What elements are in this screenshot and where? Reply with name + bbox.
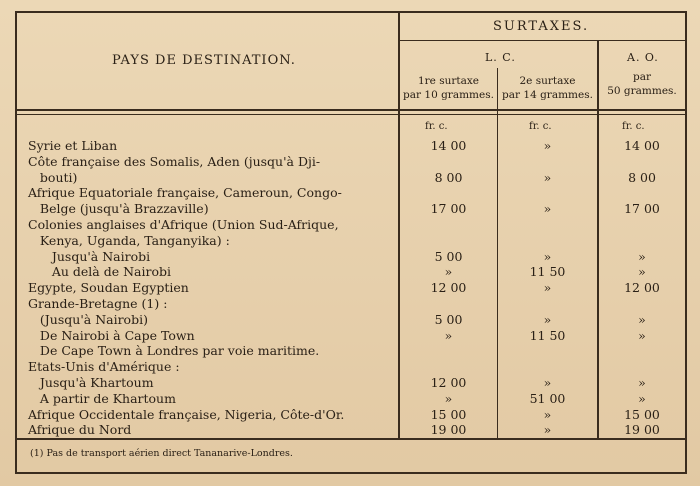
row-label: Jusqu'à Nairobi bbox=[28, 249, 151, 264]
row-value-c2: » bbox=[543, 249, 552, 264]
row-value-c2: 51 00 bbox=[529, 391, 566, 406]
row-label: Egypte, Soudan Egyptien bbox=[28, 280, 189, 295]
header-col2-line1: 2e surtaxe bbox=[519, 75, 576, 87]
row-value-c1: 19 00 bbox=[430, 422, 467, 437]
row-label: Afrique Equatoriale française, Cameroun, Congo- bbox=[28, 185, 342, 200]
row-label: Côte française des Somalis, Aden (jusqu'à Dji- bbox=[28, 154, 321, 169]
header-col1 bbox=[401, 74, 496, 102]
row-label: De Cape Town à Londres par voie maritime. bbox=[28, 343, 320, 358]
header-lc: L. C. bbox=[485, 51, 516, 64]
row-value-c3: 14 00 bbox=[624, 138, 660, 153]
row-value-c3: » bbox=[638, 375, 646, 390]
header-col1-line2: par 10 grammes. bbox=[403, 89, 494, 101]
rule-surtaxes bbox=[400, 40, 685, 41]
row-value-c2: » bbox=[543, 312, 552, 327]
row-value-c3: 17 00 bbox=[624, 201, 660, 216]
row-value-c1: » bbox=[444, 391, 453, 406]
row-label: bouti) bbox=[28, 170, 78, 185]
row-value-c2: » bbox=[543, 170, 552, 185]
header-col3 bbox=[600, 70, 684, 98]
row-value-c1: 15 00 bbox=[430, 407, 467, 422]
row-value-c3: » bbox=[638, 328, 646, 343]
row-label: Kenya, Uganda, Tanganyika) : bbox=[28, 233, 230, 248]
rule-header-bottom bbox=[17, 109, 685, 111]
row-value-c2: » bbox=[543, 138, 552, 153]
row-value-c1: 8 00 bbox=[434, 170, 463, 185]
row-value-c3: » bbox=[638, 249, 646, 264]
rule-header-bottom-2 bbox=[17, 114, 685, 115]
row-label: De Nairobi à Cape Town bbox=[28, 328, 195, 343]
row-value-c3: » bbox=[638, 391, 646, 406]
row-value-c2: » bbox=[543, 422, 552, 437]
rule-col1 bbox=[497, 68, 498, 438]
row-value-c1: 17 00 bbox=[430, 201, 467, 216]
row-value-c1: 5 00 bbox=[434, 249, 463, 264]
header-destination: PAYS DE DESTINATION. bbox=[112, 53, 296, 68]
header-col2-line2: par 14 grammes. bbox=[502, 89, 593, 101]
row-label: Au delà de Nairobi bbox=[28, 264, 171, 279]
row-value-c3: 8 00 bbox=[628, 170, 656, 185]
unit-col2: fr. c. bbox=[529, 121, 552, 132]
rule-table-bottom bbox=[17, 438, 685, 440]
row-value-c2: 11 50 bbox=[529, 328, 566, 343]
row-label: Afrique Occidentale française, Nigeria, Côte-d'Or. bbox=[28, 407, 345, 422]
unit-col1: fr. c. bbox=[425, 121, 448, 132]
row-label: Etats-Unis d'Amérique : bbox=[28, 359, 180, 374]
header-col3-line2: 50 grammes. bbox=[607, 85, 677, 97]
row-value-c1: 14 00 bbox=[430, 138, 467, 153]
row-value-c3: » bbox=[638, 312, 646, 327]
row-value-c2: » bbox=[543, 375, 552, 390]
row-value-c2: » bbox=[543, 280, 552, 295]
row-label: Afrique du Nord bbox=[28, 422, 132, 437]
row-label: Grande-Bretagne (1) : bbox=[28, 296, 168, 311]
row-label: Colonies anglaises d'Afrique (Union Sud-Afrique, bbox=[28, 217, 339, 232]
row-value-c3: 15 00 bbox=[624, 407, 660, 422]
row-value-c3: 19 00 bbox=[624, 422, 660, 437]
header-surtaxes: SURTAXES. bbox=[493, 19, 590, 34]
row-value-c3: 12 00 bbox=[624, 280, 660, 295]
row-label: Syrie et Liban bbox=[28, 138, 118, 153]
row-value-c1: 12 00 bbox=[430, 280, 467, 295]
row-label: A partir de Khartoum bbox=[28, 391, 176, 406]
row-label: (Jusqu'à Nairobi) bbox=[28, 312, 148, 327]
row-label: Jusqu'à Khartoum bbox=[28, 375, 154, 390]
row-value-c1: » bbox=[444, 264, 453, 279]
row-value-c2: » bbox=[543, 407, 552, 422]
unit-col3: fr. c. bbox=[622, 121, 645, 132]
row-value-c2: 11 50 bbox=[529, 264, 566, 279]
header-col3-line1: par bbox=[632, 71, 651, 83]
header-col1-line1: 1re surtaxe bbox=[417, 75, 480, 87]
row-value-c1: » bbox=[444, 328, 453, 343]
rule-destination bbox=[398, 13, 400, 438]
row-value-c2: » bbox=[543, 201, 552, 216]
header-ao: A. O. bbox=[627, 51, 659, 64]
row-value-c1: 5 00 bbox=[434, 312, 463, 327]
header-col2 bbox=[499, 74, 596, 102]
row-value-c1: 12 00 bbox=[430, 375, 467, 390]
rule-col2 bbox=[597, 40, 599, 438]
row-label: Belge (jusqu'à Brazzaville) bbox=[28, 201, 209, 216]
footnote: (1) Pas de transport aérien direct Tananarive-Londres. bbox=[30, 448, 293, 459]
row-value-c3: » bbox=[638, 264, 646, 279]
